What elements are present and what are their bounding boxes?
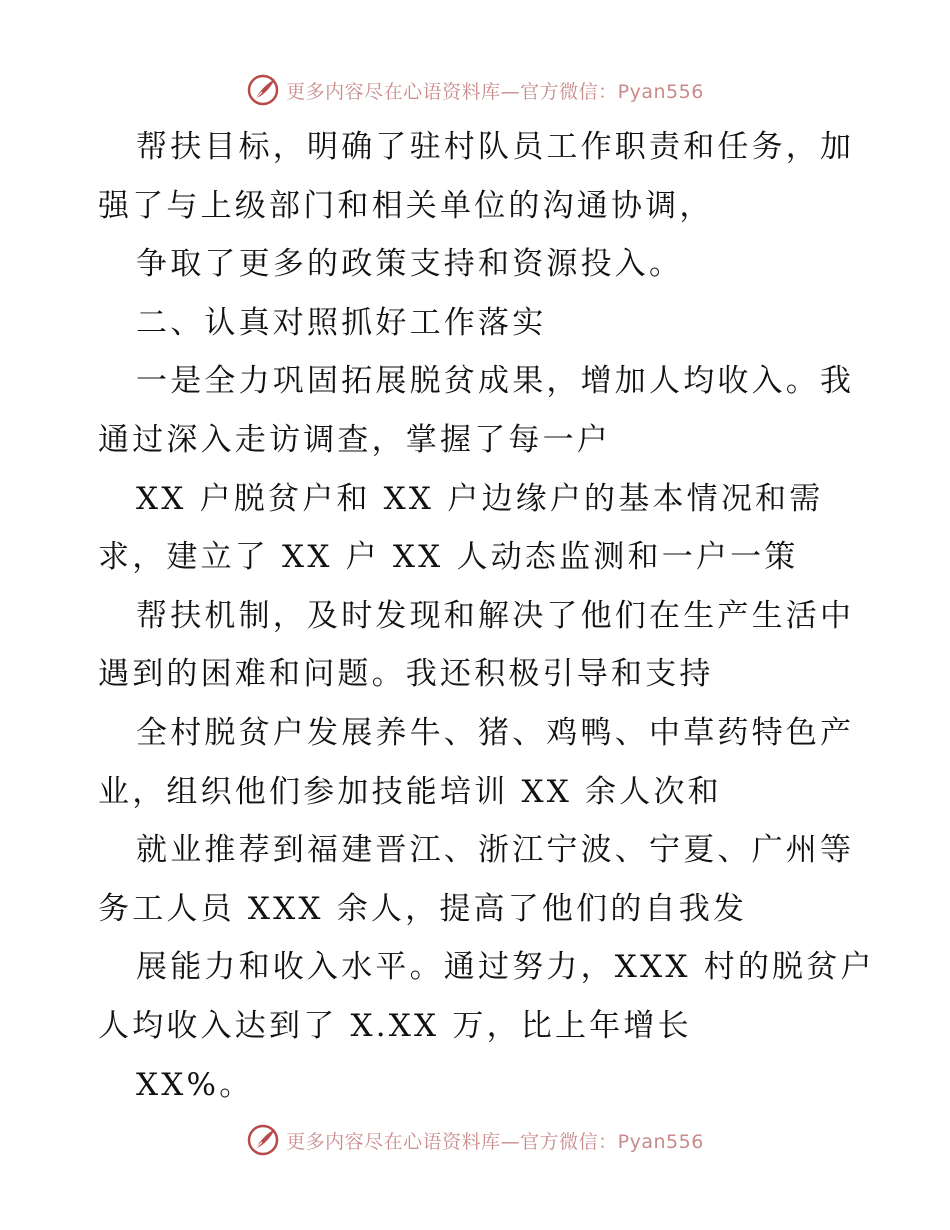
text-line: XX 户脱贫户和 XX 户边缘户的基本情况和需 — [136, 480, 824, 517]
text-line: 业，组织他们参加技能培训 XX 余人次和 — [98, 773, 722, 810]
watermark-text: 更多内容尽在心语资料库—官方微信：Pyan556 — [286, 1130, 704, 1153]
text-line: 帮扶目标，明确了驻村队员工作职责和任务，加 — [136, 129, 855, 165]
watermark-text: 更多内容尽在心语资料库—官方微信：Pyan556 — [286, 80, 704, 103]
text-line: 人均收入达到了 X.XX 万，比上年增长 — [98, 1007, 692, 1044]
body-text — [98, 118, 875, 1114]
text-line: 通过深入走访调查，掌握了每一户 — [98, 421, 611, 458]
text-line: 展能力和收入水平。通过努力，XXX 村的脱贫户 — [136, 949, 875, 986]
text-line: 全村脱贫户发展养牛、猪、鸡鸭、中草药特色产 — [136, 714, 855, 751]
feather-pen-icon — [246, 73, 280, 107]
text-line: XX%。 — [136, 1066, 254, 1103]
text-line: 遇到的困难和问题。我还积极引导和支持 — [98, 656, 714, 693]
text-line: 务工人员 XXX 余人，提高了他们的自我发 — [98, 890, 748, 927]
section-heading: 二、认真对照抓好工作落实 — [136, 304, 547, 341]
header-watermark — [0, 70, 950, 110]
text-line: 争取了更多的政策支持和资源投入。 — [136, 246, 684, 283]
text-line: 就业推荐到福建晋江、浙江宁波、宁夏、广州等 — [136, 832, 855, 869]
footer-watermark — [0, 1120, 950, 1160]
text-line: 强了与上级部门和相关单位的沟通协调， — [98, 187, 714, 224]
text-line: 帮扶机制，及时发现和解决了他们在生产生活中 — [136, 597, 855, 634]
text-line: 一是全力巩固拓展脱贫成果，增加人均收入。我 — [136, 363, 855, 400]
feather-pen-icon — [246, 1123, 280, 1157]
text-line: 求，建立了 XX 户 XX 人动态监测和一户一策 — [98, 539, 799, 576]
